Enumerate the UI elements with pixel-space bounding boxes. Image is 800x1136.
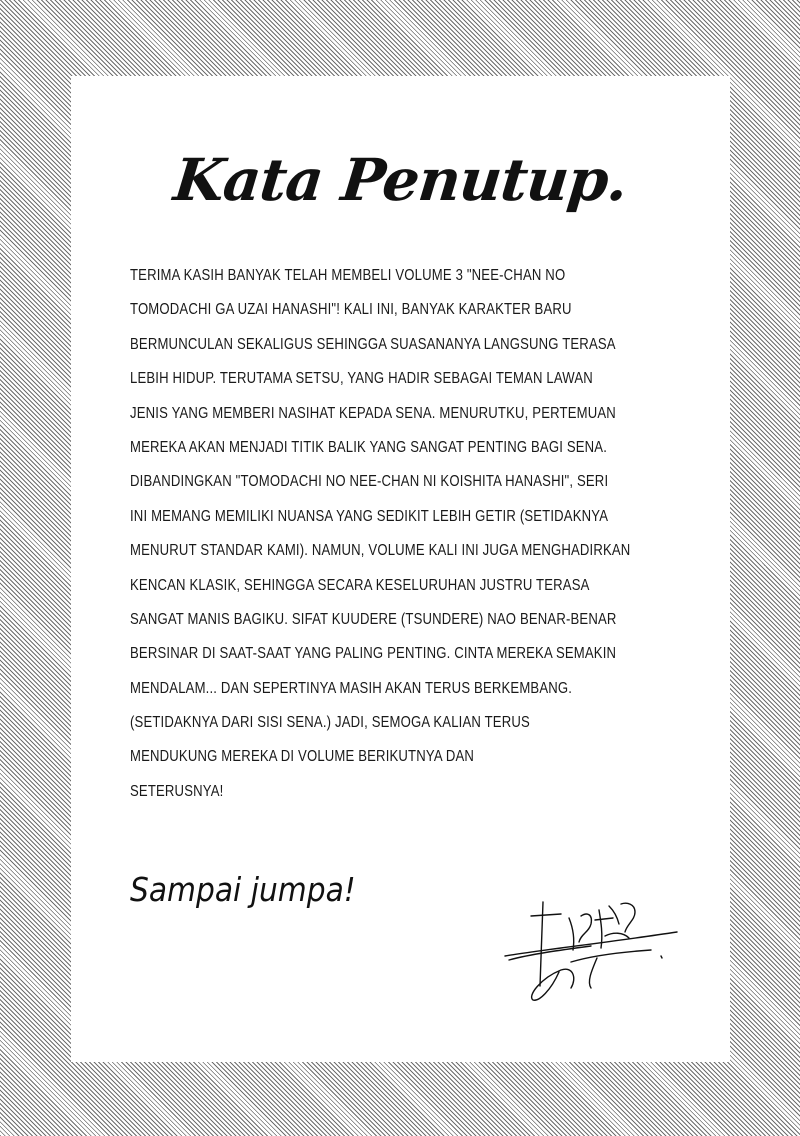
body-line: TOMODACHI GA UZAI HANASHI"! KALI INI, BANYAK KARAKTER BARU [130,301,572,319]
body-line: TERIMA KASIH BANYAK TELAH MEMBELI VOLUME 3 "NEE-CHAN NO [130,267,566,284]
body-line: SETERUSNYA! [130,782,224,800]
body-line: MENDUKUNG MEREKA DI VOLUME BERIKUTNYA DAN [130,748,475,766]
body-line: MENDALAM... DAN SEPERTINYA MASIH AKAN TERUS BERKEMBANG. [130,679,573,697]
body-line: DIBANDINGKAN "TOMODACHI NO NEE-CHAN NI KOISHITA HANASHI", SERI [130,473,609,491]
body-line: LEBIH HIDUP. TERUTAMA SETSU, YANG HADIR SEBAGAI TEMAN LAWAN [130,370,593,388]
body-line: JENIS YANG MEMBERI NASIHAT KEPADA SENA. MENURUTKU, PERTEMUAN [130,404,616,422]
body-line: MEREKA AKAN MENJADI TITIK BALIK YANG SANGAT PENTING BAGI SENA. [130,438,608,456]
afterword-body [130,259,680,809]
closing-text: Sampai jumpa! [130,870,356,909]
body-line: MENURUT STANDAR KAMI). NAMUN, VOLUME KALI INI JUGA MENGHADIRKAN [130,542,631,560]
body-line: BERMUNCULAN SEKALIGUS SEHINGGA SUASANANYA LANGSUNG TERASA [130,335,616,353]
body-line: INI MEMANG MEMILIKI NUANSA YANG SEDIKIT LEBIH GETIR (SETIDAKNYA [130,507,609,525]
afterword-page [71,76,730,1062]
body-line: (SETIDAKNYA DARI SISI SENA.) JADI, SEMOGA KALIAN TERUS [130,714,530,732]
body-line: SANGAT MANIS BAGIKU. SIFAT KUUDERE (TSUNDERE) NAO BENAR-BENAR [130,610,617,628]
signature-icon [501,898,686,1010]
body-line: KENCAN KLASIK, SEHINGGA SECARA KESELURUHAN JUSTRU TERASA [130,576,590,594]
page-title: Kata Penutup. [170,146,631,214]
body-line: BERSINAR DI SAAT-SAAT YANG PALING PENTING. CINTA MEREKA SEMAKIN [130,645,617,663]
